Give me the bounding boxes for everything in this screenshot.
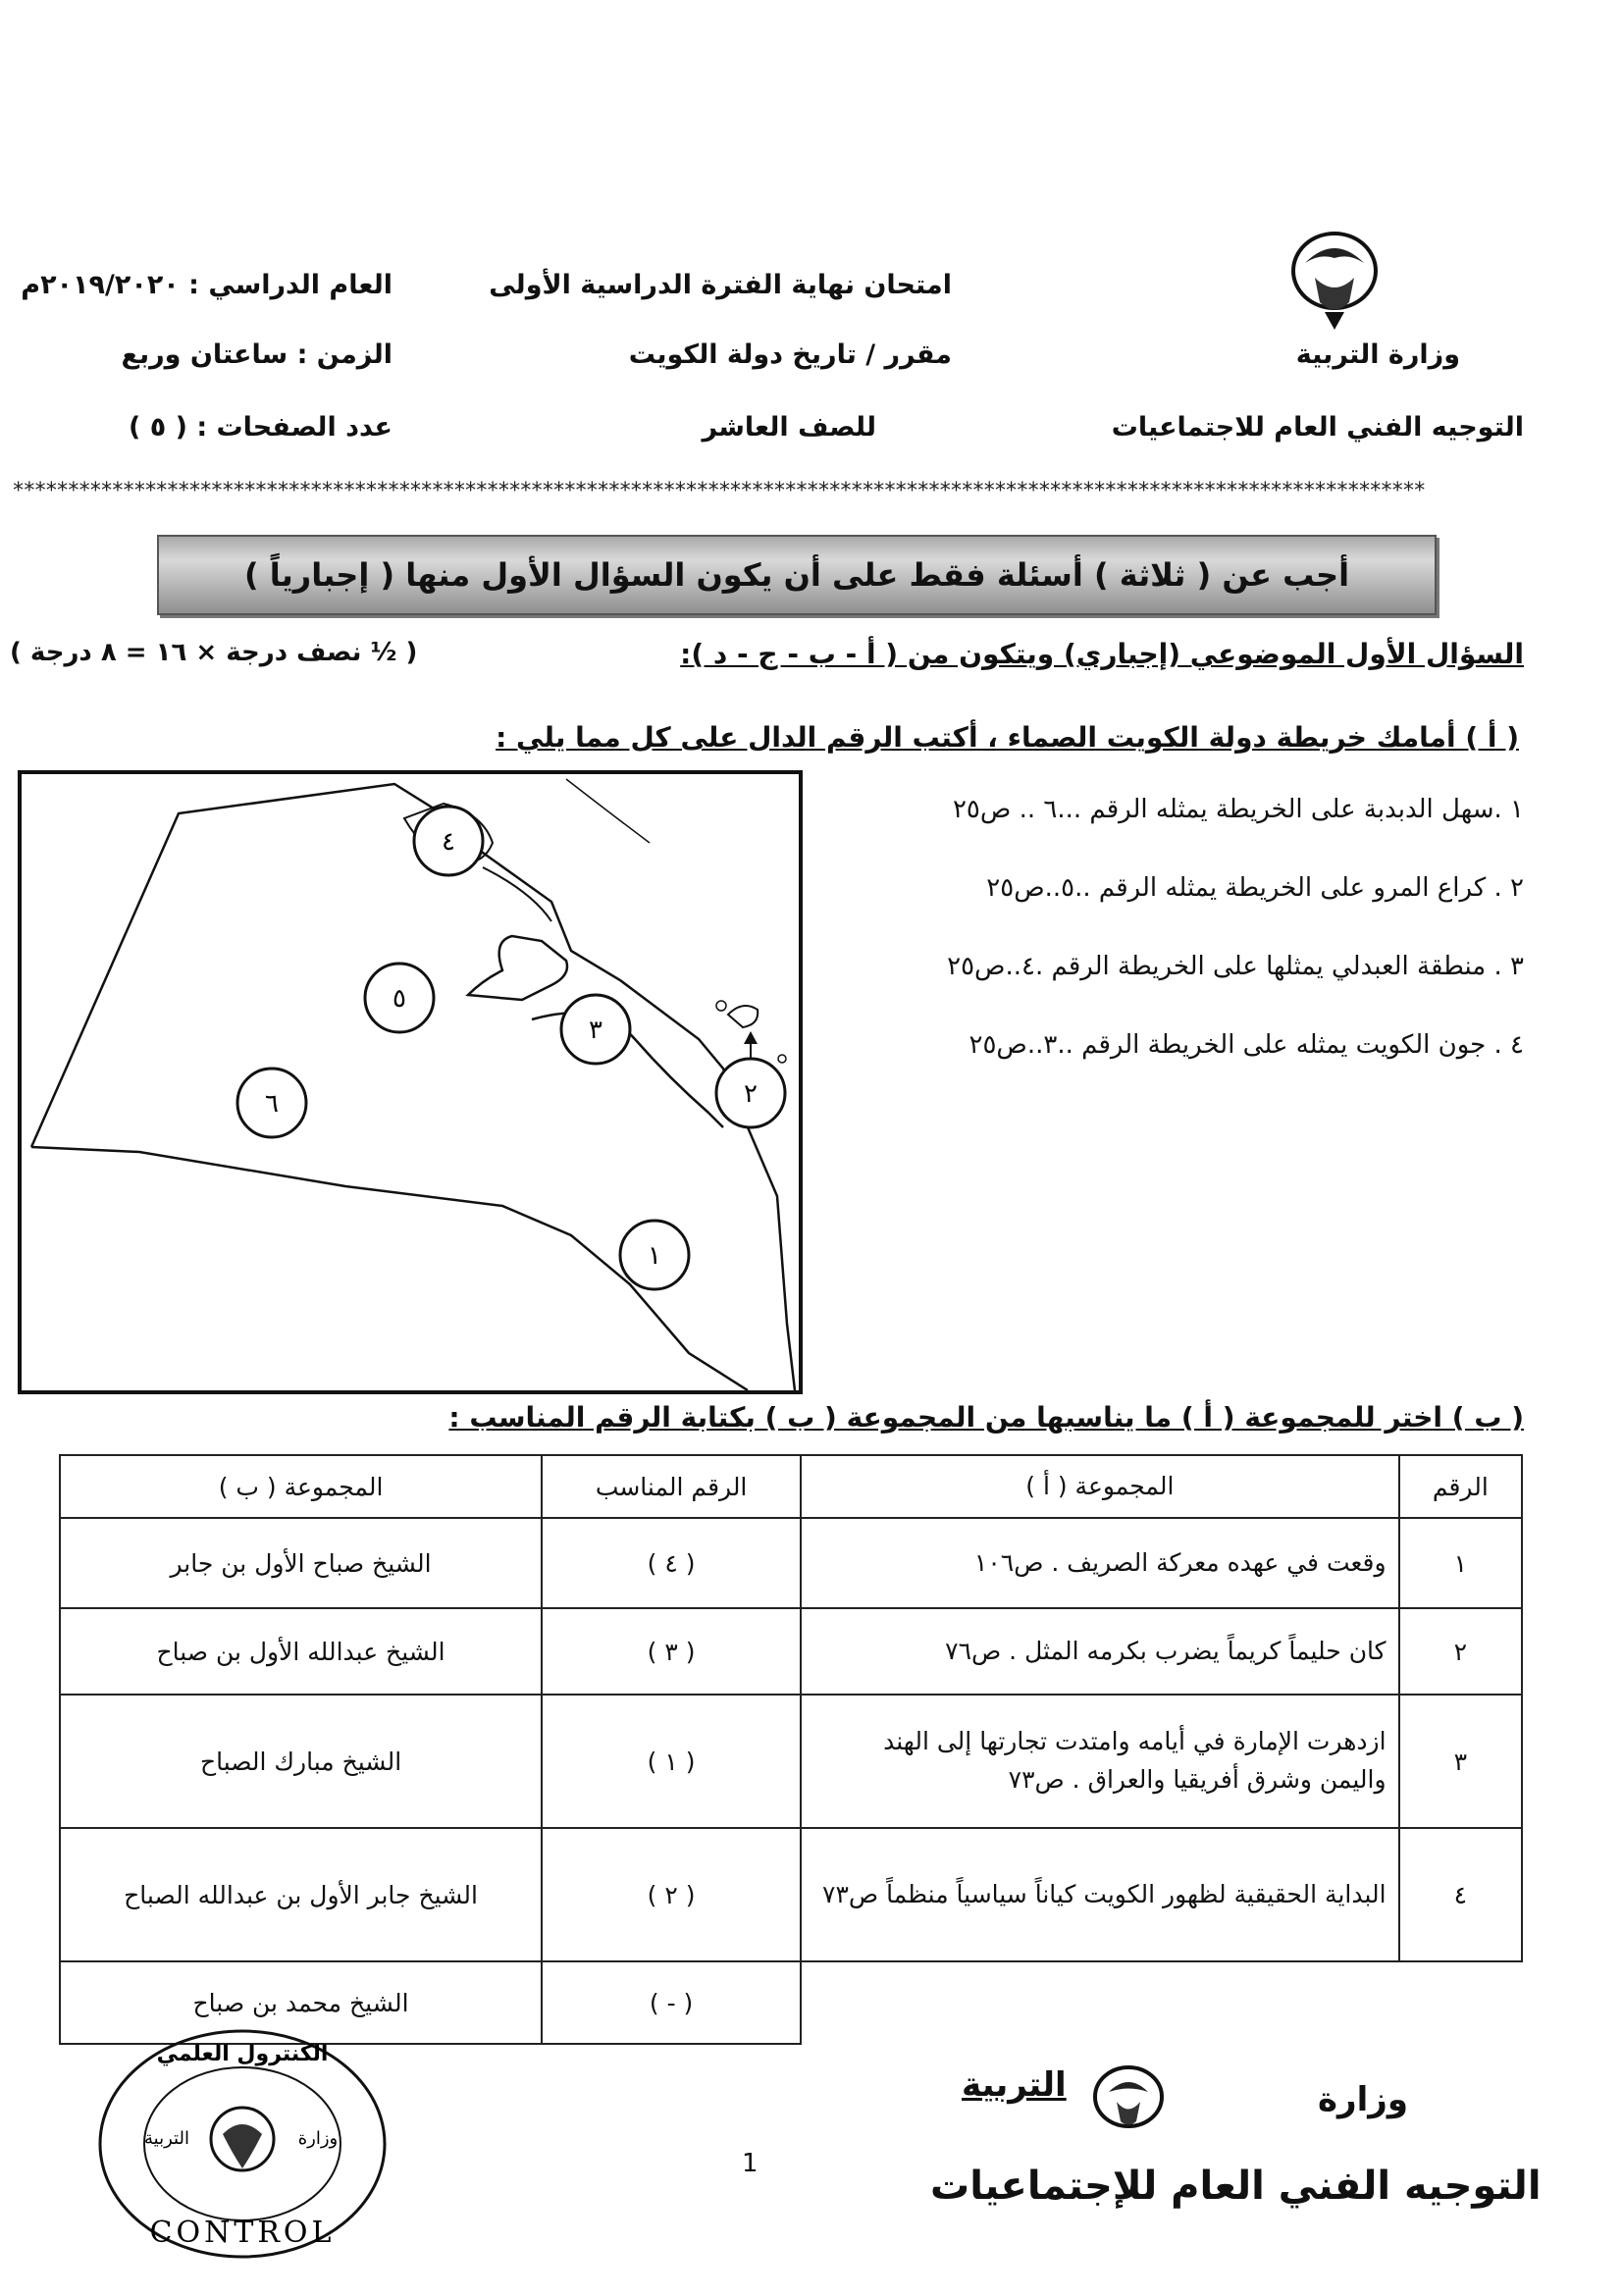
row-answer: ( ٣ ) <box>542 1608 801 1695</box>
row-group-b: الشيخ مبارك الصباح <box>60 1695 542 1828</box>
grade-label: للصف العاشر <box>702 412 876 443</box>
map-marker-1-label: ١ <box>648 1241 661 1271</box>
table-row <box>60 1695 1522 1828</box>
row-number: ١ <box>1399 1518 1522 1608</box>
part-a-title: ( أ ) أمامك خريطة دولة الكويت الصماء ، أكتب الرقم الدال على كل مما يلي : <box>496 721 1519 754</box>
exam-title: امتحان نهاية الفترة الدراسية الأولى <box>489 270 952 300</box>
row-answer: ( - ) <box>542 1961 801 2044</box>
stamp-right-text: التربية <box>144 2128 189 2149</box>
kuwait-map <box>18 770 803 1394</box>
row-group-b: الشيخ جابر الأول بن عبدالله الصباح <box>60 1828 542 1961</box>
row-number: ٤ <box>1399 1828 1522 1961</box>
question-1-marks: ( ½ نصف درجة × ١٦ = ٨ درجة ) <box>10 638 418 667</box>
footer-ministry-left: وزارة <box>1317 2080 1408 2119</box>
course-name: مقرر / تاريخ دولة الكويت <box>628 339 952 370</box>
footer-emblem <box>1089 2058 1168 2136</box>
academic-year: العام الدراسي : ٢٠١٩/٢٠٢٠م <box>21 270 392 300</box>
ministry-name: وزارة التربية <box>1295 339 1460 370</box>
map-question-3: ٣ . منطقة العبدلي يمثلها على الخريطة الرقم .٤..ص٢٥ <box>947 952 1524 981</box>
department-name: التوجيه الفني العام للاجتماعيات <box>1111 412 1524 443</box>
instruction-banner: أجب عن ( ثلاثة ) أسئلة فقط على أن يكون السؤال الأول منها ( إجبارياً ) <box>157 535 1437 615</box>
row-number: ٢ <box>1399 1608 1522 1695</box>
map-question-2: ٢ . كراع المرو على الخريطة يمثله الرقم ..٥..ص٢٥ <box>986 873 1524 903</box>
table-row <box>60 1828 1522 1961</box>
table-row <box>60 1518 1522 1608</box>
page-count: عدد الصفحات : ( ٥ ) <box>128 412 392 443</box>
ministry-emblem <box>1281 224 1388 332</box>
control-stamp <box>90 2021 394 2267</box>
header-group-a: المجموعة ( أ ) <box>801 1455 1398 1518</box>
row-group-a: وقعت في عهده معركة الصريف . ص١٠٦ <box>801 1518 1398 1608</box>
map-marker-3-label: ٣ <box>589 1016 602 1045</box>
map-marker-2-label: ٢ <box>744 1079 758 1109</box>
page-number: 1 <box>742 2149 759 2178</box>
row-group-a: كان حليماً كريماً يضرب بكرمه المثل . ص٧٦ <box>801 1608 1398 1695</box>
footer-ministry-right: التربية <box>962 2065 1067 2105</box>
footer-department: التوجيه الفني العام للإجتماعيات <box>930 2164 1542 2209</box>
header-separator: ******************************************************************************************************************************** <box>12 479 1425 503</box>
row-answer: ( ٢ ) <box>542 1828 801 1961</box>
row-group-a: ازدهرت الإمارة في أيامه وامتدت تجارتها إلى الهند واليمن وشرق أفريقيا والعراق . ص٧٣ <box>801 1695 1398 1828</box>
exam-duration: الزمن : ساعتان وربع <box>121 339 392 370</box>
row-answer: ( ٤ ) <box>542 1518 801 1608</box>
table-row <box>60 1608 1522 1695</box>
map-marker-6-label: ٦ <box>265 1089 279 1119</box>
row-group-a: البداية الحقيقية لظهور الكويت كياناً سياسياً منظماً ص٧٣ <box>801 1828 1398 1961</box>
map-marker-5-label: ٥ <box>392 984 406 1014</box>
header-number: الرقم <box>1399 1455 1522 1518</box>
header-group-b: المجموعة ( ب ) <box>60 1455 542 1518</box>
row-number: ٣ <box>1399 1695 1522 1828</box>
row-answer: ( ١ ) <box>542 1695 801 1828</box>
map-question-1: ١ .سهل الدبدبة على الخريطة يمثله الرقم ...٦ .. ص٢٥ <box>952 795 1524 824</box>
stamp-left-text: وزارة <box>297 2128 339 2149</box>
map-question-4: ٤ . جون الكويت يمثله على الخريطة الرقم ..٣..ص٢٥ <box>968 1030 1524 1060</box>
question-1-title: السؤال الأول الموضوعي (إجباري) ويتكون من ( أ - ب - ج - د ): <box>680 638 1524 670</box>
stamp-bottom-text: CONTROL <box>149 2216 336 2250</box>
row-group-b: الشيخ محمد بن صباح <box>60 1961 542 2044</box>
table-header-row <box>60 1455 1522 1518</box>
row-group-b: الشيخ صباح الأول بن جابر <box>60 1518 542 1608</box>
header-answer: الرقم المناسب <box>542 1455 801 1518</box>
part-b-title: ( ب ) اختر للمجموعة ( أ ) ما يناسبها من المجموعة ( ب ) بكتابة الرقم المناسب : <box>448 1401 1524 1434</box>
map-marker-4-label: ٤ <box>442 827 455 857</box>
stamp-top-text: الكنترول العلمي <box>156 2042 329 2066</box>
matching-table <box>59 1454 1523 2045</box>
footer-ministry <box>1153 2080 1408 2119</box>
row-group-b: الشيخ عبدالله الأول بن صباح <box>60 1608 542 1695</box>
